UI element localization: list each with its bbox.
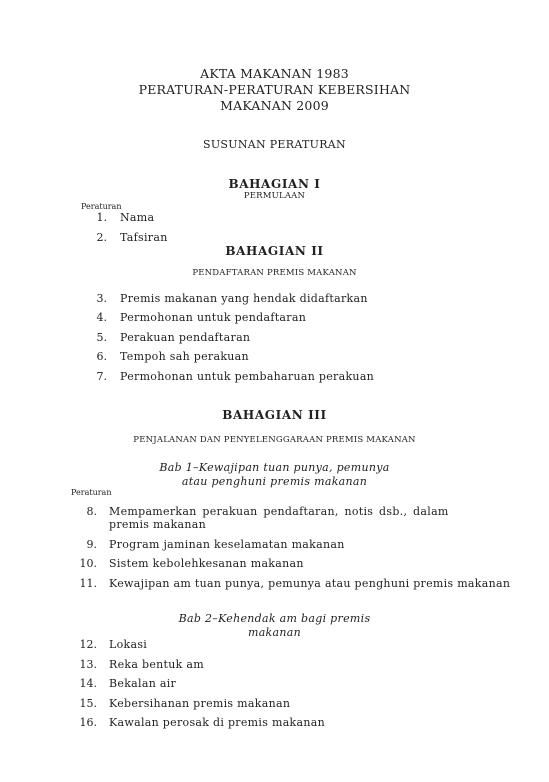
item-number: 12. (79, 638, 97, 651)
item-number: 3. (96, 292, 107, 305)
part2-heading: BAHAGIAN II (225, 244, 324, 258)
regulations-title: PERATURAN-PERATURAN KEBERSIHAN (138, 82, 411, 97)
list-item: Tempoh sah perakuan (120, 350, 249, 363)
part1-heading: BAHAGIAN I (228, 177, 321, 191)
item-number: 9. (86, 538, 97, 551)
item-number: 4. (96, 311, 107, 324)
chapter1-title-cont: atau penghuni premis makanan (181, 475, 368, 488)
list-item-continuation: premis makanan (109, 518, 207, 531)
chapter2-title: Bab 2–Kehendak am bagi premis (178, 612, 371, 625)
list-item: Program jaminan keselamatan makanan (109, 538, 345, 551)
list-item: Kebersihanan premis makanan (109, 697, 291, 710)
item-number: 10. (79, 557, 97, 570)
list-item: Permohonan untuk pembaharuan perakuan (120, 370, 375, 383)
part1-subheading: PERMULAAN (243, 191, 306, 201)
list-item: Perakuan pendaftaran (120, 331, 251, 344)
arrangement-title: SUSUNAN PERATURAN (203, 138, 346, 151)
list-item: Tafsiran (120, 231, 168, 244)
item-number: 7. (96, 370, 107, 383)
list-item: Sistem kebolehkesanan makanan (109, 557, 304, 570)
part3-subheading: PENJALANAN DAN PENYELENGGARAAN PREMIS MAKANAN (133, 435, 416, 445)
list-item: Permohonan untuk pendaftaran (120, 311, 307, 324)
chapter2-title-cont: makanan (247, 626, 302, 639)
list-item: Mempamerkan perakuan pendaftaran, notis dsb., dalam (109, 505, 449, 518)
part2-subheading: PENDAFTARAN PREMIS MAKANAN (192, 268, 357, 278)
regulation-column-label: Peraturan (71, 488, 112, 497)
item-number: 5. (96, 331, 107, 344)
list-item: Reka bentuk am (109, 658, 205, 671)
part3-heading: BAHAGIAN III (222, 408, 327, 422)
list-item: Premis makanan yang hendak didaftarkan (120, 292, 368, 305)
list-item: Nama (120, 211, 155, 224)
list-item: Bekalan air (109, 677, 177, 690)
chapter1-title: Bab 1–Kewajipan tuan punya, pemunya (159, 461, 390, 474)
item-number: 14. (79, 677, 97, 690)
item-number: 8. (86, 505, 97, 518)
list-item: Lokasi (109, 638, 148, 651)
item-number: 2. (96, 231, 107, 244)
item-number: 16. (79, 716, 97, 729)
item-number: 11. (79, 577, 97, 590)
regulation-column-label: Peraturan (81, 202, 122, 211)
item-number: 1. (96, 211, 107, 224)
item-number: 6. (96, 350, 107, 363)
regulations-title-year: MAKANAN 2009 (220, 98, 329, 113)
item-number: 15. (79, 697, 97, 710)
item-number: 13. (79, 658, 97, 671)
act-title: AKTA MAKANAN 1983 (200, 66, 349, 81)
list-item: Kawalan perosak di premis makanan (109, 716, 325, 729)
list-item: Kewajipan am tuan punya, pemunya atau penghuni premis makanan (109, 577, 511, 590)
